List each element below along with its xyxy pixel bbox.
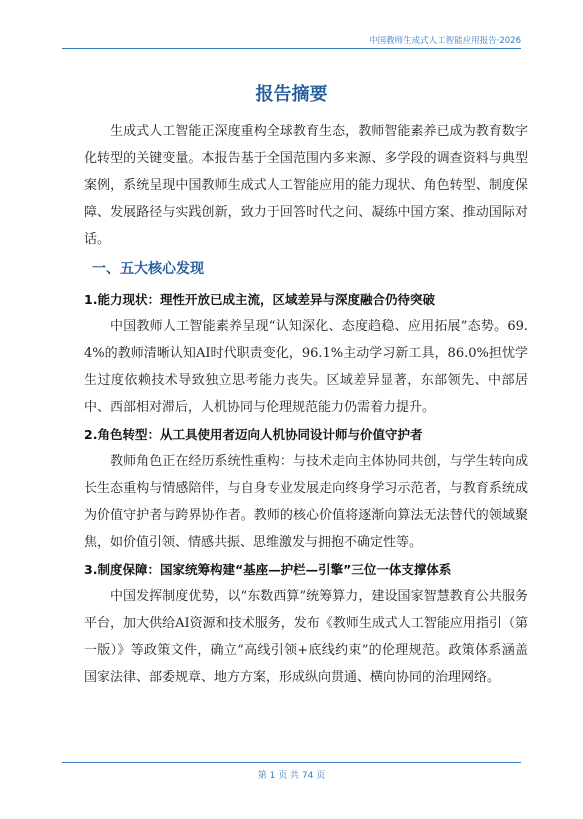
finding-paragraph: 教师角色正在经历系统性重构：与技术走向主体协同共创，与学生转向成长生态重构与情感陪伴，与自身专业发展走向终身学习示范者，与教育系统成为价值守护者与跨界协作者。教师的核心价值将逐渐向算法无法替代的领域聚焦，如价值引领、情感共振、思维激发与拥抱不确定性等。 xyxy=(84,454,528,550)
finding-heading: 3.制度保障：国家统筹构建“基座—护栏—引擎”三位一体支撑体系 xyxy=(84,562,452,577)
finding-paragraph: 中国教师人工智能素养呈现“认知深化、态度趋稳、应用拓展”态势。69.4%的教师清晰认知AI时代职责变化，96.1%主动学习新工具，86.0%担忧学生过度依赖技术导致独立思考能力丧失。区域差异显著，东部领先、中部居中、西部相对滞后，人机协同与伦理规范能力仍需着力提升。 xyxy=(84,319,528,415)
page-title: 报告摘要 xyxy=(255,84,328,105)
finding-3 xyxy=(84,556,528,691)
document-body xyxy=(84,118,528,691)
finding-1 xyxy=(84,286,528,421)
finding-paragraph: 中国发挥制度优势，以“东数西算”统筹算力，建设国家智慧教育公共服务平台，加大供给AI资源和技术服务，发布《教师生成式人工智能应用指引（第一版）》等政策文件，确立“高线引领+底线约束”的伦理规范。政策体系涵盖国家法律、部委规章、地方方案，形成纵向贯通、横向协同的治理网络。 xyxy=(84,589,528,685)
running-header: 中国教师生成式人工智能应用报告·2026 xyxy=(369,36,521,46)
footer-rule xyxy=(62,762,521,763)
intro-paragraph: 生成式人工智能正深度重构全球教育生态，教师智能素养已成为教育数字化转型的关键变量。本报告基于全国范围内多来源、多学段的调查资料与典型案例，系统呈现中国教师生成式人工智能应用的能力现状、角色转型、制度保障、发展路径与实践创新，致力于回答时代之问、凝练中国方案、推动国际对话。 xyxy=(84,124,528,247)
header-rule xyxy=(62,48,521,49)
finding-heading: 1.能力现状：理性开放已成主流，区域差异与深度融合仍待突破 xyxy=(84,292,435,307)
page-number: 第 1 页 共 74 页 xyxy=(257,771,326,781)
finding-2 xyxy=(84,421,528,556)
section-heading: 一、五大核心发现 xyxy=(92,261,204,277)
finding-heading: 2.角色转型：从工具使用者迈向人机协同设计师与价值守护者 xyxy=(84,427,423,442)
